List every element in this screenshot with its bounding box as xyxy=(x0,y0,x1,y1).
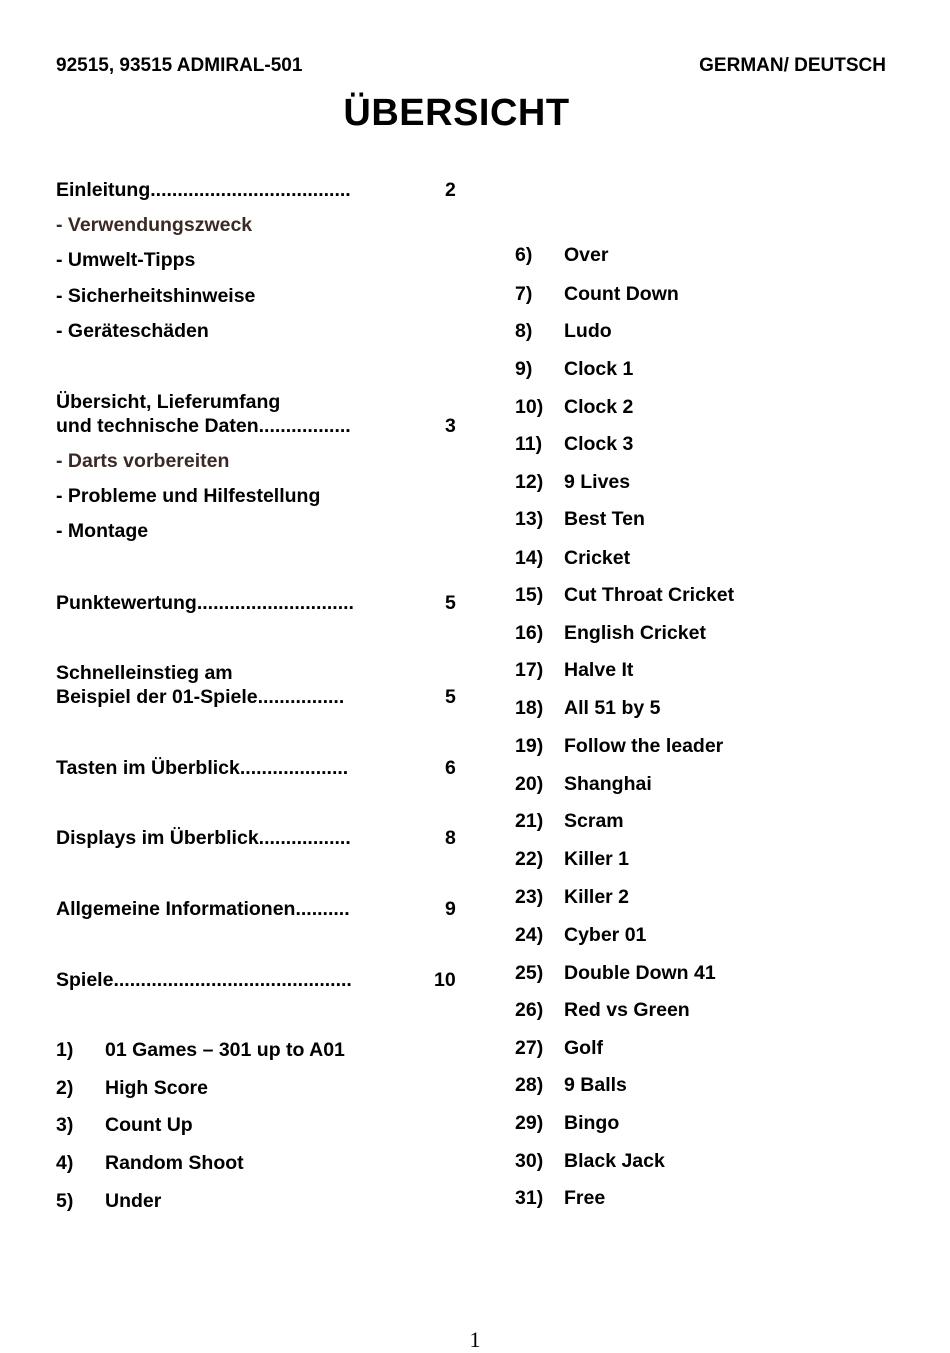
game-name: Bingo xyxy=(564,1112,620,1134)
game-number: 31) xyxy=(515,1187,544,1209)
game-number: 18) xyxy=(515,697,544,719)
toc-label: Displays im Überblick................. xyxy=(56,827,351,849)
toc-label-line1: Übersicht, Lieferumfang xyxy=(56,391,281,413)
game-number: 9) xyxy=(515,358,533,380)
game-name: Best Ten xyxy=(564,508,645,530)
game-name: Killer 1 xyxy=(564,848,630,870)
game-name: 9 Balls xyxy=(564,1074,627,1096)
header-language: GERMAN/ DEUTSCH xyxy=(699,55,886,76)
game-number: 2) xyxy=(56,1077,74,1099)
game-number: 8) xyxy=(515,320,533,342)
game-number: 15) xyxy=(515,584,544,606)
toc-entry-uebersicht xyxy=(56,390,456,438)
toc-page: 6 xyxy=(445,757,456,779)
toc-entry-displays xyxy=(56,826,456,850)
game-number: 17) xyxy=(515,659,544,681)
game-name: Shanghai xyxy=(564,773,652,795)
game-name: Clock 2 xyxy=(564,396,634,418)
game-number: 3) xyxy=(56,1114,74,1136)
game-number: 14) xyxy=(515,547,544,569)
toc-page: 3 xyxy=(445,415,456,437)
toc-page: 10 xyxy=(434,969,456,991)
game-name: Cut Throat Cricket xyxy=(564,584,735,606)
game-number: 24) xyxy=(515,924,544,946)
game-name: Follow the leader xyxy=(564,735,724,757)
game-number: 29) xyxy=(515,1112,544,1134)
game-number: 26) xyxy=(515,999,544,1021)
toc-label: Punktewertung............................. xyxy=(56,592,354,614)
game-name: Ludo xyxy=(564,320,612,342)
game-name: Over xyxy=(564,244,609,266)
game-name: Clock 3 xyxy=(564,433,634,455)
toc-subitem: - Sicherheitshinweise xyxy=(56,285,256,307)
game-number: 7) xyxy=(515,283,533,305)
game-number: 23) xyxy=(515,886,544,908)
page-title: ÜBERSICHT xyxy=(343,92,570,134)
game-number: 25) xyxy=(515,962,544,984)
game-name: Killer 2 xyxy=(564,886,630,908)
toc-label-line2: Beispiel der 01-Spiele................ xyxy=(56,686,345,708)
game-name: English Cricket xyxy=(564,622,706,644)
toc-subitem: - Darts vorbereiten xyxy=(56,450,230,472)
toc-page: 5 xyxy=(445,592,456,614)
game-name: Clock 1 xyxy=(564,358,634,380)
game-name: Black Jack xyxy=(564,1150,665,1172)
game-number: 21) xyxy=(515,810,544,832)
toc-page: 5 xyxy=(445,686,456,708)
game-number: 6) xyxy=(515,244,533,266)
toc-entry-punktewertung xyxy=(56,591,456,615)
game-name: Double Down 41 xyxy=(564,962,716,984)
game-number: 4) xyxy=(56,1152,74,1174)
game-name: Cricket xyxy=(564,547,631,569)
game-number: 20) xyxy=(515,773,544,795)
game-number: 12) xyxy=(515,471,544,493)
game-name: Golf xyxy=(564,1037,603,1059)
game-number: 1) xyxy=(56,1039,74,1061)
toc-entry-einleitung xyxy=(56,178,456,202)
game-number: 22) xyxy=(515,848,544,870)
toc-entry-spiele xyxy=(56,968,456,992)
game-number: 27) xyxy=(515,1037,544,1059)
game-number: 10) xyxy=(515,396,544,418)
toc-label: Einleitung..................................... xyxy=(56,179,351,201)
toc-subitem: - Montage xyxy=(56,520,149,542)
game-number: 16) xyxy=(515,622,544,644)
toc-page: 8 xyxy=(445,827,456,849)
game-number: 13) xyxy=(515,508,544,530)
page-number: 1 xyxy=(469,1327,481,1352)
game-name: Cyber 01 xyxy=(564,924,647,946)
game-name: 01 Games – 301 up to A01 xyxy=(105,1039,345,1061)
game-name: 9 Lives xyxy=(564,471,631,493)
game-name: Free xyxy=(564,1187,606,1209)
toc-label: Allgemeine Informationen.......... xyxy=(56,898,350,920)
toc-page: 2 xyxy=(445,179,456,201)
game-number: 28) xyxy=(515,1074,544,1096)
game-name: Count Up xyxy=(105,1114,193,1136)
header-model: 92515, 93515 ADMIRAL-501 xyxy=(56,55,303,76)
game-name: Count Down xyxy=(564,283,679,305)
game-number: 30) xyxy=(515,1150,544,1172)
game-name: All 51 by 5 xyxy=(564,697,661,719)
toc-entry-allgemeine xyxy=(56,897,456,921)
toc-subitem: - Geräteschäden xyxy=(56,320,209,342)
game-name: Under xyxy=(105,1190,162,1212)
game-number: 5) xyxy=(56,1190,74,1212)
toc-label: Tasten im Überblick.................... xyxy=(56,757,349,779)
game-name: Scram xyxy=(564,810,624,832)
toc-subitem: - Umwelt-Tipps xyxy=(56,249,196,271)
game-name: Random Shoot xyxy=(105,1152,244,1174)
toc-label-line1: Schnelleinstieg am xyxy=(56,662,233,684)
game-number: 11) xyxy=(515,433,543,455)
toc-label-line2: und technische Daten................. xyxy=(56,415,351,437)
toc-subitem: - Verwendungszweck xyxy=(56,214,253,236)
game-number: 19) xyxy=(515,735,544,757)
game-name: Red vs Green xyxy=(564,999,690,1021)
toc-entry-tasten xyxy=(56,756,456,780)
toc-entry-schnelleinstieg xyxy=(56,661,456,709)
toc-subitem: - Probleme und Hilfestellung xyxy=(56,485,321,507)
toc-label: Spiele............................................ xyxy=(56,969,352,991)
game-name: High Score xyxy=(105,1077,208,1099)
toc-page: 9 xyxy=(445,898,456,920)
game-name: Halve It xyxy=(564,659,634,681)
